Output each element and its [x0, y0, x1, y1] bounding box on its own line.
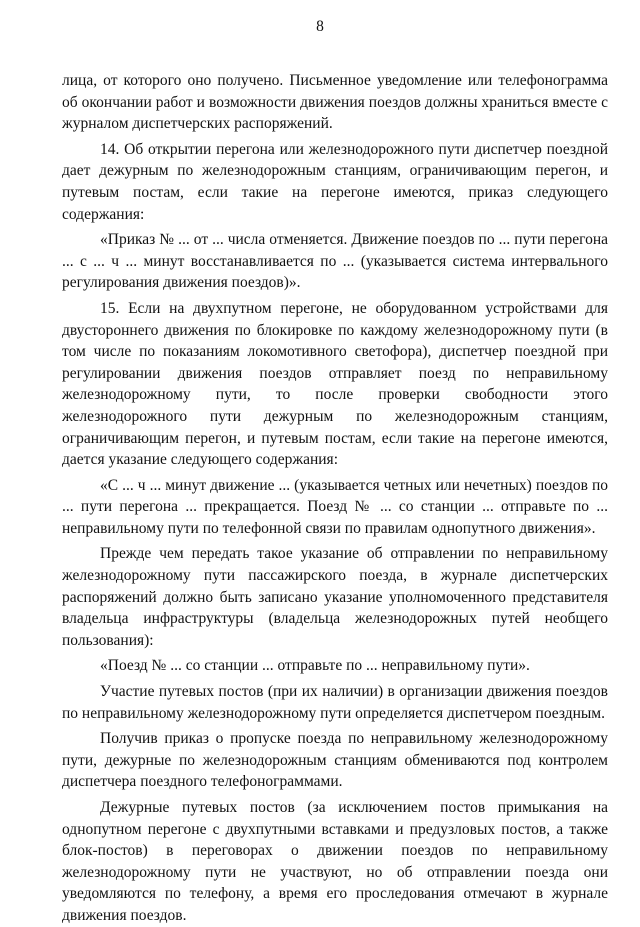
- document-body: [62, 70, 608, 927]
- paragraph-track-posts-participation: Участие путевых постов (при их наличии) в организации движения поездов по неправильному железнодорожному пути определяется диспетчером поездным.: [62, 683, 608, 722]
- paragraph-passenger-train-note: Прежде чем передать такое указание об отправлении по неправильному железнодорожному пути пассажирского поезда, в журнале диспетчерских распоряжений должно быть записано указание уполномоченного представителя владельца инфраструктуры (владельца железнодорожных путей необщего пользования):: [62, 545, 608, 649]
- paragraph-order-text-wrong-track: «С ... ч ... минут движение ... (указывается четных или нечетных) поездов по ... пути перегона ... прекращается. Поезд № ... со станции ... отправьте по ... неправильному пути по телефонной связи по правилам однопутного движения».: [62, 476, 608, 537]
- paragraph-track-posts-duty: Дежурные путевых постов (за исключением постов примыкания на однопутном перегоне с двухпутными вставками и предузловых постов, а также блок-постов) в переговорах о движении поездов по неправильному железнодорожному пути не участвуют, но об отправлении поезда они уведомляются по телефону, а время его проследования отмечают в журнале движения поездов.: [62, 799, 608, 924]
- paragraph-order-text-dispatch: «Поезд № ... со станции ... отправьте по ... неправильному пути».: [100, 657, 530, 675]
- paragraph-continuation: лица, от которого оно получено. Письменное уведомление или телефонограмма об окончании работ и возможности движения поездов должны храниться вместе с журналом диспетчерских распоряжений.: [62, 72, 608, 133]
- paragraph-order-text-reopen: «Приказ № ... от ... числа отменяется. Движение поездов по ... пути перегона ... с ... ч ... минут восстанавливается по ... (указывается система интервального регулирования движения поездов)».: [62, 231, 608, 292]
- page-number: 8: [316, 18, 324, 35]
- paragraph-telephonograms: Получив приказ о пропуске поезда по неправильному железнодорожному пути, дежурные по железнодорожным станциям обмениваются под контролем диспетчера поездного телефонограммами.: [62, 730, 608, 791]
- paragraph-item-14: 14. Об открытии перегона или железнодорожного пути диспетчер поездной дает дежурным по железнодорожным станциям, ограничивающим перегон, и путевым постам, если такие на перегоне имеются, приказ следующего содержания:: [62, 140, 608, 223]
- paragraph-item-15: 15. Если на двухпутном перегоне, не оборудованном устройствами для двустороннего движения по блокировке по каждому железнодорожному пути (в том числе по показаниям локомотивного светофора), диспетчер поездной при регулировании движения поездов отправляет поезд по неправильному железнодорожному пути, то после проверки свободности этого железнодорожного пути дежурным по железнодорожным станциям, ограничивающим перегон, и путевым постам, если такие на перегоне имеются, дается указание следующего содержания:: [62, 299, 608, 469]
